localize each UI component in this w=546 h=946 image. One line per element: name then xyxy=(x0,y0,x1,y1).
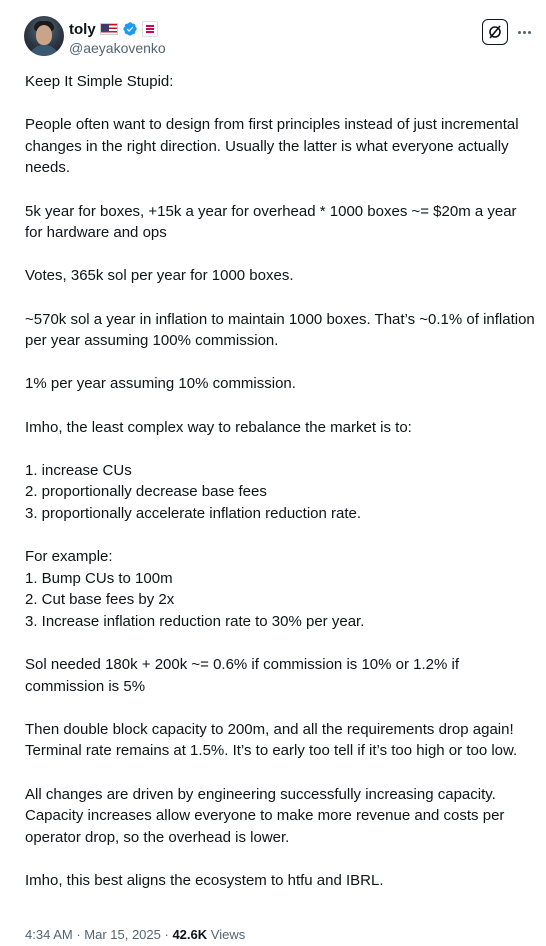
avatar-face xyxy=(36,25,52,45)
tweet-paragraph: Votes, 365k sol per year for 1000 boxes. xyxy=(25,267,294,285)
tweet-paragraph: 5k year for boxes, +15k a year for overhead * 1000 boxes ~= $20m a year for hardware and ops xyxy=(25,202,517,242)
dot xyxy=(518,31,521,34)
author-display-name[interactable]: toly xyxy=(69,20,96,38)
views-count: 42.6K xyxy=(172,927,208,942)
tweet-paragraph: Then double block capacity to 200m, and all the requirements drop again! Terminal rate remains at 1.5%. It’s to early too tell if it’s too high or too low. xyxy=(25,720,518,760)
meta-separator: · xyxy=(72,927,85,942)
tweet-time[interactable]: 4:34 AM xyxy=(25,927,73,942)
tweet-paragraph: People often want to design from first principles instead of just incremental changes in the right direction. Usually the latter is what everyone actually needs. xyxy=(25,116,519,177)
tweet-paragraph: 1% per year assuming 10% commission. xyxy=(25,375,296,393)
grok-icon[interactable] xyxy=(482,19,508,45)
tweet-paragraph: Sol needed 180k + 200k ~= 0.6% if commission is 10% or 1.2% if commission is 5% xyxy=(25,656,459,695)
tweet-paragraph: Keep It Simple Stupid: xyxy=(25,73,174,90)
tweet-paragraph: Imho, the least complex way to rebalance the market is to: xyxy=(25,418,412,436)
meta-separator: · xyxy=(160,927,173,942)
author-handle[interactable]: @aeyakovenko xyxy=(69,40,166,56)
more-dots-icon[interactable] xyxy=(514,22,534,42)
solana-affiliate-icon[interactable] xyxy=(142,21,158,37)
tweet-date[interactable]: Mar 15, 2025 xyxy=(84,927,161,942)
views-label: Views xyxy=(210,927,246,942)
tweet-paragraph: 1. increase CUs 2. proportionally decrease base fees 3. proportionally accelerate inflation reduction rate. xyxy=(25,461,362,522)
tweet-paragraph: All changes are driven by engineering successfully increasing capacity. Capacity increases allow everyone to make more revenue and costs per operator drop, so the overhead is lower. xyxy=(25,785,505,846)
tweet-paragraph: Imho, this best aligns the ecosystem to htfu and IBRL. xyxy=(25,871,384,889)
tweet-header xyxy=(24,16,534,60)
tweet-text xyxy=(25,71,537,913)
dot xyxy=(528,31,531,34)
author-name-row xyxy=(69,20,158,38)
tweet-paragraph: For example: 1. Bump CUs to 100m 2. Cut base fees by 2x 3. Increase inflation reduction rate to 30% per year. xyxy=(25,548,365,630)
tweet-paragraph: ~570k sol a year in inflation to maintain 1000 boxes. That’s ~0.1% of inflation per year assuming 100% commission. xyxy=(25,310,535,350)
verified-badge-icon[interactable] xyxy=(122,21,138,37)
avatar-body xyxy=(29,45,59,56)
us-flag-icon xyxy=(100,23,118,35)
dot xyxy=(523,31,526,34)
tweet-meta xyxy=(25,927,245,942)
avatar[interactable] xyxy=(24,16,64,56)
